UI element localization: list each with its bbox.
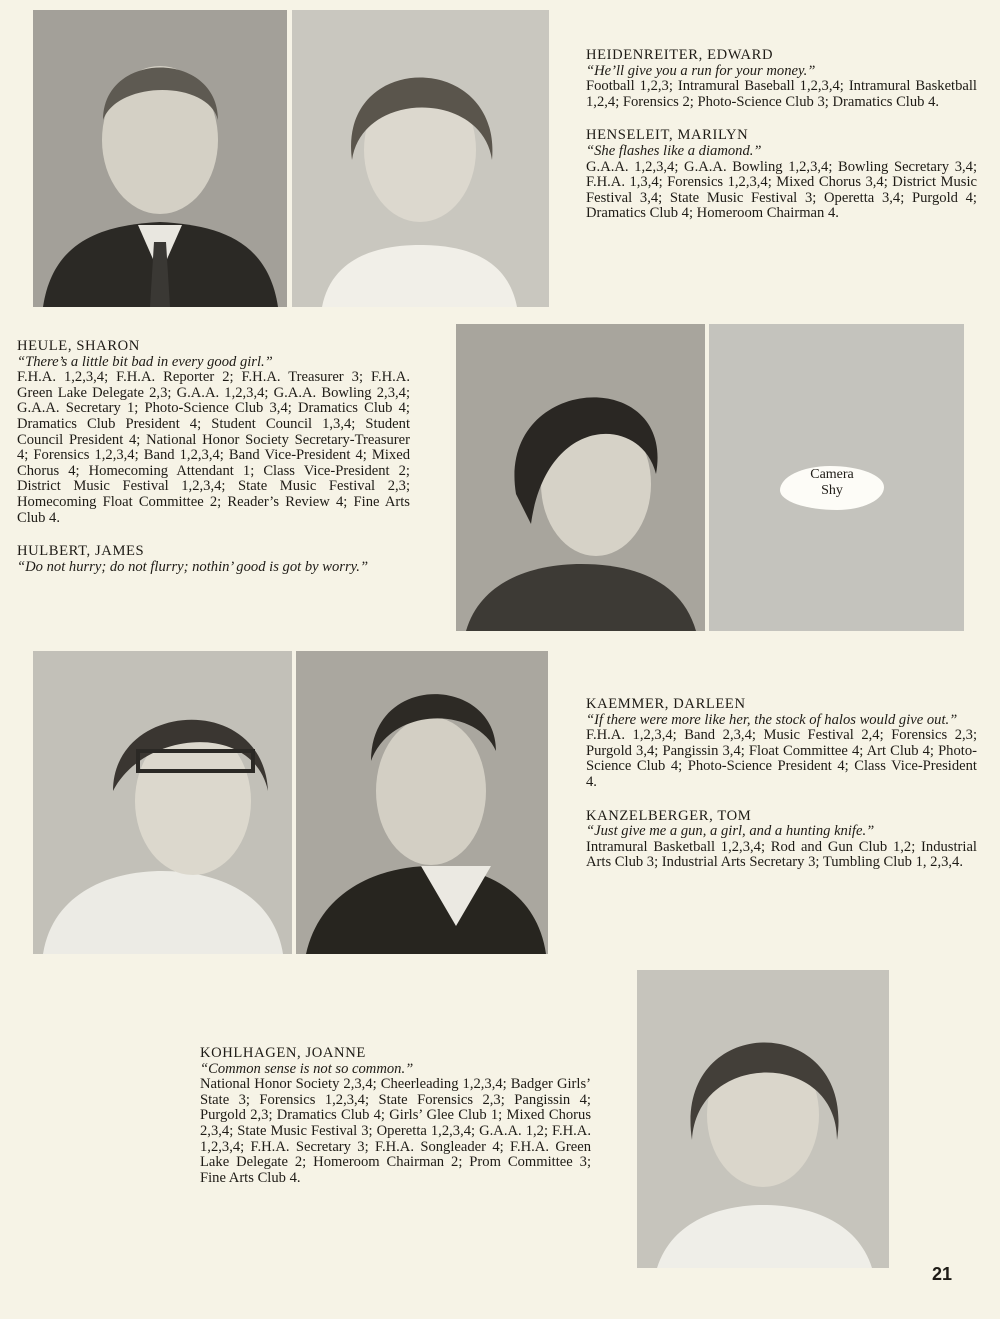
student-quote: “Common sense is not so common.” [200, 1060, 414, 1077]
student-activities: F.H.A. 1,2,3,4; F.H.A. Reporter 2; F.H.A. Treasurer 3; F.H.A. Green Lake Delegate 2,3; G.A.A. 1,2,3,4; G.A.A. Bowling 2,3,4; G.A.A. Secretary 1; Photo-Science Club 3,4; Dramatics Club 4; Dramatics Club President 4; Student Council 1,3,4; Student Council President 4; National Honor Society Secretary-Treasurer 4; Forensics 1,2,3,4; Band 1,2,3,4; Band Vice-President 4; Mixed Chorus 4; Homecoming Attendant 1; Class Vice-President 2; District Music Festival 1,2,3,4; State Music Festival 2,3; Homecoming Float Committee 2; Reader’s Review 4; Fine Arts Club 4. [17, 369, 410, 526]
portrait-joanne-kohlhagen [637, 970, 889, 1268]
student-quote: “She flashes like a diamond.” [586, 142, 762, 159]
student-quote: “Just give me a gun, a girl, and a hunting knife.” [586, 823, 875, 840]
bio-edward-heidenreiter [586, 48, 977, 222]
student-name: KOHLHAGEN, JOANNE [200, 1045, 366, 1061]
student-quote: “If there were more like her, the stock of halos would give out.” [586, 711, 958, 728]
student-name: HULBERT, JAMES [17, 543, 145, 560]
portrait-marilyn-henseleit [292, 10, 549, 307]
bio-darleen-kaemmer [586, 697, 977, 871]
bio-sharon-heule [17, 339, 410, 575]
student-activities: Intramural Basketball 1,2,3,4; Rod and Gun Club 1,2; Industrial Arts Club 3; Industrial Arts Secretary 3; Tumbling Club 1, 2,3,4. [586, 838, 977, 871]
student-activities: G.A.A. 1,2,3,4; G.A.A. Bowling 1,2,3,4; Bowling Secretary 3,4; F.H.A. 1,3,4; Forensics 1,2,3,4; Mixed Chorus 3,4; District Music Festival 3,4; State Music Festival 3; Operetta 3,4; Purgold 4; Dramatics Club 4; Homeroom Chairman 4. [586, 158, 977, 222]
portrait-edward-heidenreiter [33, 10, 287, 307]
student-name: KAEMMER, DARLEEN [586, 696, 746, 712]
student-name: HEULE, SHARON [17, 338, 140, 354]
student-quote: “There’s a little bit bad in every good girl.” [17, 353, 273, 370]
student-quote: “He’ll give you a run for your money.” [586, 62, 816, 79]
student-activities: F.H.A. 1,2,3,4; Band 2,3,4; Music Festival 2,4; Forensics 2,3; Purgold 3,4; Pangissin 3,4; Float Committee 4; Art Club 4; Photo-Science Club 4; Photo-Science President 4; Class Vice-President 4. [586, 727, 977, 790]
page-number: 21 [932, 1264, 953, 1284]
student-name: HENSELEIT, MARILYN [586, 127, 749, 144]
portrait-darleen-kaemmer [33, 651, 292, 954]
student-activities: Football 1,2,3; Intramural Baseball 1,2,3,4; Intramural Basketball 1,2,4; Forensics 2; Photo-Science Club 3; Dramatics Club 4. [586, 78, 977, 110]
camera-shy-label: Camera Shy [780, 466, 884, 510]
student-name: HEIDENREITER, EDWARD [586, 47, 774, 63]
portrait-sharon-heule [456, 324, 705, 631]
student-quote: “Do not hurry; do not flurry; nothin’ good is got by worry.” [17, 558, 369, 575]
student-activities: National Honor Society 2,3,4; Cheerleading 1,2,3,4; Badger Girls’ State 3; Forensics 1,2,3,4; State Forensics 2,3; Pangissin 4; Purgold 2,3; Dramatics Club 4; Girls’ Glee Club 1; Mixed Chorus 2,3,4; State Music Festival 3; Operetta 1,2,3,4; G.A.A. 1,2; F.H.A. 1,2,3,4; F.H.A. Secretary 3; F.H.A. Songleader 4; F.H.A. Green Lake Delegate 2; Homeroom Chairman 2; Prom Committee 3; Fine Arts Club 4. [200, 1076, 591, 1186]
portrait-tom-kanzelberger [296, 651, 548, 954]
bio-joanne-kohlhagen [200, 1046, 591, 1186]
student-name: KANZELBERGER, TOM [586, 807, 752, 824]
